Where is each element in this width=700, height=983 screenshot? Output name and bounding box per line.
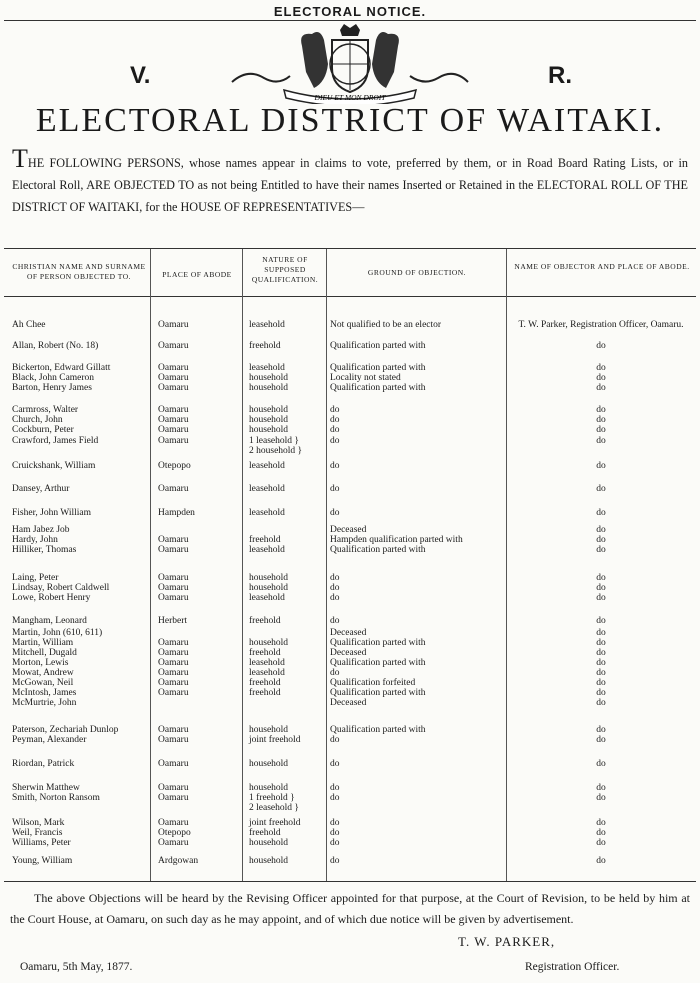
row-ground: Deceased — [330, 648, 367, 658]
row-nature: 1 leasehold } — [249, 436, 299, 446]
row-ground: do — [330, 668, 340, 678]
row-name: Weil, Francis — [12, 828, 63, 838]
row-place: Ardgowan — [158, 856, 199, 866]
row-objector: do — [596, 373, 606, 383]
row-name: Bickerton, Edward Gillatt — [12, 363, 111, 373]
row-nature: freehold — [249, 341, 281, 351]
row-place: Oamaru — [158, 583, 189, 593]
row-ground: do — [330, 616, 340, 626]
row-objector: do — [596, 668, 606, 678]
row-nature: household — [249, 759, 289, 769]
row-objector: do — [596, 678, 606, 688]
row-name: Wilson, Mark — [12, 818, 65, 828]
row-place: Oamaru — [158, 383, 189, 393]
row-nature: leasehold — [249, 484, 285, 494]
row-name: Church, John — [12, 415, 63, 425]
row-ground: do — [330, 735, 340, 745]
row-ground: Not qualified to be an elector — [330, 320, 442, 330]
intro-paragraph — [12, 144, 688, 218]
row-objector: do — [596, 573, 606, 583]
row-name: Lowe, Robert Henry — [12, 593, 91, 603]
column-divider — [242, 249, 243, 881]
row-ground: Qualification parted with — [330, 383, 426, 393]
notice-date: Oamaru, 5th May, 1877. — [20, 961, 133, 973]
row-nature: household — [249, 425, 289, 435]
row-name: Peyman, Alexander — [12, 735, 87, 745]
header-place: PLACE OF ABODE — [162, 270, 232, 279]
row-ground: do — [330, 508, 340, 518]
row-nature: freehold — [249, 616, 281, 626]
row-place: Oamaru — [158, 373, 189, 383]
royal-coat-of-arms-icon — [228, 24, 472, 104]
row-nature: joint freehold — [249, 818, 301, 828]
row-place: Oamaru — [158, 425, 189, 435]
row-name: McGowan, Neil — [12, 678, 74, 688]
row-nature: household — [249, 373, 289, 383]
row-ground: do — [330, 783, 340, 793]
intro-text: HE FOLLOWING PERSONS, whose names appear in claims to vote, preferred by them, or in Road Board Rating Lists, or in Electoral Roll, ARE OBJECTED TO as not being Entitled to have their names Inserted or Retained in the ELECTORAL ROLL OF THE DISTRICT OF WAITAKI, for the HOUSE OF REPRESENTATIVES— — [12, 156, 688, 214]
row-nature: household — [249, 573, 289, 583]
row-ground: Qualification forfeited — [330, 678, 416, 688]
row-name: Allan, Robert (No. 18) — [12, 341, 99, 351]
row-ground: Locality not stated — [330, 373, 401, 383]
row-nature: leasehold — [249, 593, 285, 603]
header-name: CHRISTIAN NAME AND SURNAME OF PERSON OBJECTED TO. — [12, 262, 146, 281]
row-place: Oamaru — [158, 688, 189, 698]
row-objector: do — [596, 383, 606, 393]
row-nature: household — [249, 838, 289, 848]
row-objector: do — [596, 648, 606, 658]
row-objector: do — [596, 425, 606, 435]
row-ground: Hampden qualification parted with — [330, 535, 463, 545]
row-objector: do — [596, 818, 606, 828]
row-place: Oamaru — [158, 593, 189, 603]
row-nature: leasehold — [249, 508, 285, 518]
row-place: Otepopo — [158, 828, 191, 838]
table-header-rule — [4, 296, 696, 297]
row-name: Martin, John (610, 611) — [12, 628, 103, 638]
row-objector: do — [596, 545, 606, 555]
row-nature: freehold — [249, 648, 281, 658]
row-ground: Qualification parted with — [330, 545, 426, 555]
row-objector: do — [596, 759, 606, 769]
crest-motto: DIEU ET MON DROIT — [314, 93, 386, 102]
row-name: Hilliker, Thomas — [12, 545, 77, 555]
row-objector: do — [596, 436, 606, 446]
header-objector: NAME OF OBJECTOR AND PLACE OF ABODE. — [514, 262, 690, 271]
row-nature: household — [249, 725, 289, 735]
row-ground: do — [330, 828, 340, 838]
row-objector: do — [596, 658, 606, 668]
row-objector: do — [596, 688, 606, 698]
row-place: Oamaru — [158, 415, 189, 425]
signature-name: T. W. PARKER, — [458, 934, 556, 949]
row-name: Crawford, James Field — [12, 436, 99, 446]
row-name: Riordan, Patrick — [12, 759, 75, 769]
row-nature: leasehold — [249, 461, 285, 471]
row-nature: leasehold — [249, 658, 285, 668]
row-name: Young, William — [12, 856, 73, 866]
row-ground: do — [330, 484, 340, 494]
letter-r: R. — [548, 62, 572, 89]
row-name: Lindsay, Robert Caldwell — [12, 583, 110, 593]
row-objector: do — [596, 535, 606, 545]
row-objector: do — [596, 638, 606, 648]
row-name: Smith, Norton Ransom — [12, 793, 100, 803]
row-objector: do — [596, 725, 606, 735]
row-ground: do — [330, 759, 340, 769]
row-nature: household — [249, 415, 289, 425]
row-place: Otepopo — [158, 461, 191, 471]
row-nature: 2 household } — [249, 446, 303, 456]
column-divider — [326, 249, 327, 881]
row-place: Oamaru — [158, 436, 189, 446]
row-objector: do — [596, 593, 606, 603]
row-objector: do — [596, 838, 606, 848]
row-place: Oamaru — [158, 725, 189, 735]
row-nature: leasehold — [249, 363, 285, 373]
row-place: Oamaru — [158, 638, 189, 648]
row-ground: do — [330, 793, 340, 803]
column-divider — [150, 249, 151, 881]
row-name: Carmross, Walter — [12, 405, 79, 415]
row-ground: Qualification parted with — [330, 725, 426, 735]
row-place: Oamaru — [158, 405, 189, 415]
row-ground: Qualification parted with — [330, 341, 426, 351]
row-nature: household — [249, 405, 289, 415]
row-ground: do — [330, 425, 340, 435]
row-place: Oamaru — [158, 535, 189, 545]
notice-heading: ELECTORAL NOTICE. — [273, 4, 427, 19]
row-objector: do — [596, 735, 606, 745]
row-place: Herbert — [158, 616, 188, 626]
footer-paragraph: The above Objections will be heard by the Revising Officer appointed for that purpose, at the Court of Revision, to be held by him at the Court House, at Oamaru, on such day as he may appoint, and of which due notice will be given by advertisement. — [10, 891, 690, 926]
column-divider — [506, 249, 507, 881]
row-place: Oamaru — [158, 648, 189, 658]
row-name: Ham Jabez Job — [12, 525, 70, 535]
row-place: Oamaru — [158, 545, 189, 555]
row-objector: do — [596, 698, 606, 708]
row-ground: Qualification parted with — [330, 658, 426, 668]
row-nature: 1 freehold } — [249, 793, 295, 803]
row-nature: freehold — [249, 828, 281, 838]
row-objector: T. W. Parker, Registration Officer, Oamaru. — [518, 320, 684, 330]
row-nature: household — [249, 383, 289, 393]
row-objector: do — [596, 793, 606, 803]
row-name: Sherwin Matthew — [12, 783, 80, 793]
row-place: Oamaru — [158, 320, 189, 330]
row-nature: freehold — [249, 678, 281, 688]
row-name: Mitchell, Dugald — [12, 648, 77, 658]
row-nature: household — [249, 783, 289, 793]
row-objector: do — [596, 484, 606, 494]
row-name: Laing, Peter — [12, 573, 59, 583]
row-ground: do — [330, 583, 340, 593]
row-place: Hampden — [158, 508, 195, 518]
row-name: McIntosh, James — [12, 688, 77, 698]
row-name: Martin, William — [12, 638, 74, 648]
row-ground: do — [330, 461, 340, 471]
row-place: Oamaru — [158, 735, 189, 745]
row-nature: 2 leasehold } — [249, 803, 299, 813]
row-name: Morton, Lewis — [12, 658, 69, 668]
row-nature: leasehold — [249, 545, 285, 555]
row-ground: Qualification parted with — [330, 363, 426, 373]
row-ground: do — [330, 405, 340, 415]
row-ground: Deceased — [330, 525, 367, 535]
row-objector: do — [596, 856, 606, 866]
row-name: Dansey, Arthur — [12, 484, 70, 494]
row-ground: do — [330, 593, 340, 603]
intro-dropcap: T — [12, 144, 28, 173]
row-place: Oamaru — [158, 363, 189, 373]
row-place: Oamaru — [158, 668, 189, 678]
row-ground: Qualification parted with — [330, 688, 426, 698]
row-objector: do — [596, 525, 606, 535]
row-objector: do — [596, 415, 606, 425]
row-objector: do — [596, 363, 606, 373]
row-name: Fisher, John William — [12, 508, 92, 518]
row-place: Oamaru — [158, 783, 189, 793]
row-place: Oamaru — [158, 818, 189, 828]
row-objector: do — [596, 508, 606, 518]
row-ground: do — [330, 415, 340, 425]
row-objector: do — [596, 616, 606, 626]
row-place: Oamaru — [158, 838, 189, 848]
row-objector: do — [596, 461, 606, 471]
row-ground: do — [330, 856, 340, 866]
row-nature: freehold — [249, 688, 281, 698]
table-bottom-rule — [4, 881, 696, 882]
row-place: Oamaru — [158, 759, 189, 769]
row-ground: do — [330, 818, 340, 828]
row-place: Oamaru — [158, 341, 189, 351]
row-ground: Deceased — [330, 698, 367, 708]
row-nature: leasehold — [249, 668, 285, 678]
row-objector: do — [596, 628, 606, 638]
row-nature: household — [249, 856, 289, 866]
row-ground: do — [330, 838, 340, 848]
row-place: Oamaru — [158, 678, 189, 688]
row-place: Oamaru — [158, 484, 189, 494]
row-name: Cockburn, Peter — [12, 425, 74, 435]
row-place: Oamaru — [158, 573, 189, 583]
table-top-rule — [4, 248, 696, 249]
row-nature: freehold — [249, 535, 281, 545]
row-nature: leasehold — [249, 320, 285, 330]
row-name: Barton, Henry James — [12, 383, 92, 393]
page-title: ELECTORAL DISTRICT OF WAITAKI. — [35, 102, 665, 139]
row-name: McMurtrie, John — [12, 698, 77, 708]
row-objector: do — [596, 405, 606, 415]
header-ground: GROUND OF OBJECTION. — [367, 268, 467, 277]
row-name: Cruickshank, William — [12, 461, 96, 471]
row-name: Hardy, John — [12, 535, 58, 545]
row-nature: household — [249, 583, 289, 593]
letter-v: V. — [130, 62, 151, 89]
header-nature: NATURE OF SUPPOSED QUALIFICATION. — [251, 255, 319, 284]
row-objector: do — [596, 583, 606, 593]
row-ground: Deceased — [330, 628, 367, 638]
row-name: Ah Chee — [12, 320, 46, 330]
row-name: Williams, Peter — [12, 838, 71, 848]
top-rule — [4, 20, 696, 21]
row-nature: joint freehold — [249, 735, 301, 745]
row-ground: do — [330, 436, 340, 446]
row-ground: do — [330, 573, 340, 583]
row-objector: do — [596, 341, 606, 351]
row-name: Mowat, Andrew — [12, 668, 74, 678]
row-objector: do — [596, 783, 606, 793]
row-place: Oamaru — [158, 658, 189, 668]
row-objector: do — [596, 828, 606, 838]
row-nature: household — [249, 638, 289, 648]
row-place: Oamaru — [158, 793, 189, 803]
row-name: Mangham, Leonard — [12, 616, 87, 626]
row-name: Black, John Cameron — [12, 373, 95, 383]
signature-office: Registration Officer. — [525, 961, 620, 973]
row-name: Paterson, Zechariah Dunlop — [12, 725, 119, 735]
row-ground: Qualification parted with — [330, 638, 426, 648]
